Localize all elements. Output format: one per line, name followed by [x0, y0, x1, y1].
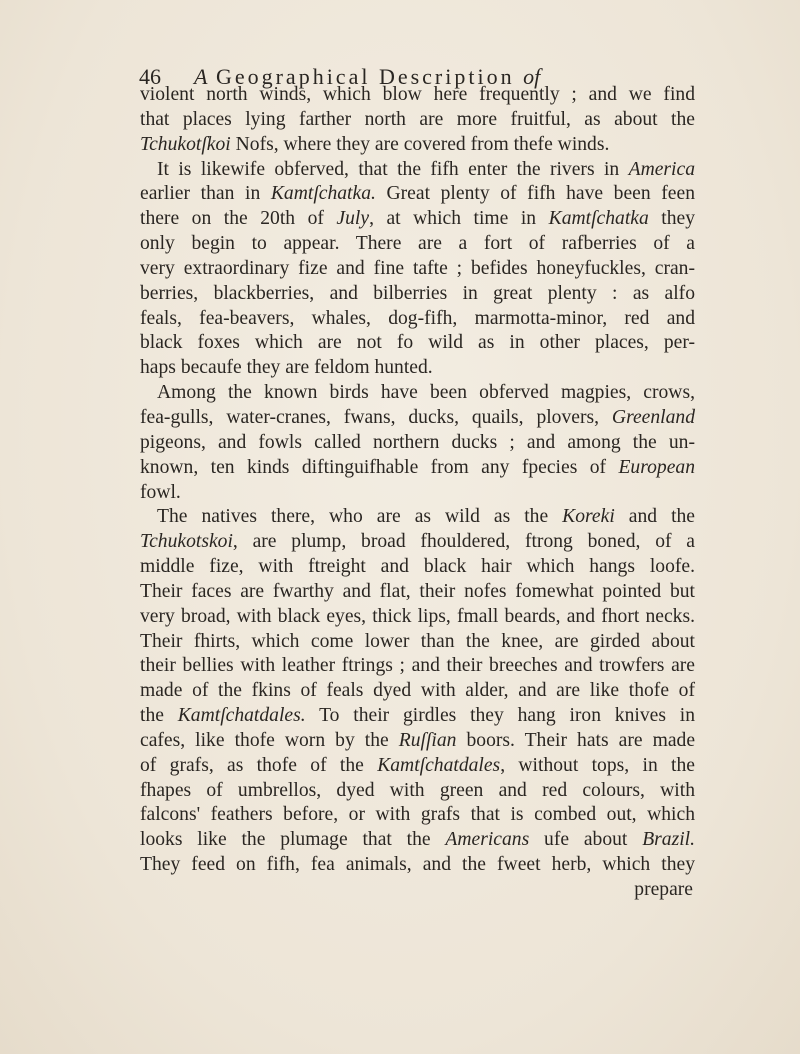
text-segment: that places lying farther north are more fruitful, as about the — [140, 108, 695, 130]
text-line — [140, 853, 695, 878]
text-segment: pigeons, and fowls called northern ducks ; and among the un- — [140, 431, 695, 453]
text-segment: Tchukotskoi — [140, 531, 233, 553]
text-line — [140, 307, 695, 332]
text-segment: Greenland — [611, 406, 695, 428]
text-line — [140, 331, 695, 356]
text-segment: fea-gulls, water-cranes, fwans, ducks, quails, plovers, — [140, 406, 612, 428]
text-segment: known, ten kinds diftinguifhable from any fpecies of — [140, 456, 619, 478]
text-line — [140, 555, 695, 580]
text-segment: very extraordinary fize and fine tafte ; befides honeyfuckles, cran- — [140, 257, 695, 279]
text-line — [140, 431, 695, 456]
text-line — [140, 530, 695, 555]
text-segment: their bellies with leather ftrings ; and their breeches and trowfers are — [140, 655, 695, 677]
text-segment: It is likewife obferved, that the fifh enter the rivers in — [157, 158, 629, 180]
text-segment: Their faces are fwarthy and flat, their nofes fomewhat pointed but — [140, 580, 695, 602]
title-article: A — [194, 64, 208, 89]
text-segment: Brazil. — [642, 829, 695, 851]
text-segment: falcons' feathers before, or with grafs that is combed out, which — [140, 804, 695, 826]
page-number: 46 — [139, 64, 161, 89]
text-segment: there on the 20th of — [140, 208, 337, 230]
text-line — [140, 803, 695, 828]
text-segment: European — [618, 456, 695, 478]
text-segment: only begin to appear. There are a fort of rafberries of a — [140, 233, 695, 255]
text-segment: Kamtſchatdales. — [177, 705, 306, 727]
text-line — [140, 83, 695, 108]
text-segment: fhapes of umbrellos, dyed with green and red colours, with — [140, 779, 695, 801]
text-segment: fowl. — [140, 481, 181, 503]
text-segment: ufe about — [529, 829, 643, 851]
text-segment: The natives there, who are as wild as the — [157, 506, 563, 528]
text-segment: berries, blackberries, and bilberries in great plenty : as alfo — [140, 282, 695, 304]
text-segment: black foxes which are not fo wild as in other places, per- — [140, 332, 695, 354]
text-segment: cafes, like thofe worn by the — [140, 729, 399, 751]
text-line — [140, 630, 695, 655]
text-line — [140, 729, 695, 754]
text-segment: Americans — [445, 829, 530, 851]
text-segment: feals, fea-beavers, whales, dog-fifh, marmotta-minor, red and — [140, 307, 695, 329]
text-line — [140, 406, 695, 431]
text-line — [140, 481, 695, 506]
title-of: of — [523, 64, 541, 89]
text-line — [140, 356, 695, 381]
text-segment: Nofs, where they are covered from thefe winds. — [230, 133, 610, 155]
text-line — [140, 182, 695, 207]
text-line — [140, 257, 695, 282]
text-segment: very broad, with black eyes, thick lips, fmall beards, and fhort necks. — [140, 605, 695, 627]
text-line — [140, 207, 695, 232]
text-segment: America — [628, 158, 695, 180]
text-segment: Kamtſchatdales — [377, 754, 501, 776]
text-segment: haps becaufe they are feldom hunted. — [140, 357, 433, 379]
text-segment: Kamtſchatka — [548, 208, 649, 230]
text-segment: , at which time in — [369, 208, 549, 230]
text-segment: Koreki — [562, 506, 615, 528]
text-line — [140, 580, 695, 605]
text-segment: Ruſſian — [398, 729, 457, 751]
text-segment: they — [648, 208, 696, 230]
text-segment: , without tops, in the — [500, 754, 695, 776]
title-main: Geographical Description — [215, 64, 515, 89]
text-line — [140, 505, 695, 530]
text-line — [140, 679, 695, 704]
text-segment: made of the fkins of feals dyed with alder, and are like thofe of — [140, 680, 695, 702]
text-segment: Their fhirts, which come lower than the knee, are girded about — [140, 630, 695, 652]
text-line — [140, 108, 695, 133]
body-text — [140, 83, 695, 903]
text-line — [140, 605, 695, 630]
text-segment: Tchukotſkoi — [140, 133, 231, 155]
text-segment: of grafs, as thofe of the — [140, 754, 378, 776]
text-segment: boors. Their hats are made — [456, 729, 696, 751]
text-segment: earlier than in — [140, 183, 271, 205]
text-segment: and the — [614, 506, 696, 528]
text-segment: They feed on fifh, fea animals, and the fweet herb, which they — [140, 854, 695, 876]
text-line — [140, 878, 695, 903]
text-segment: Kamtſchatka. — [270, 183, 376, 205]
text-line — [140, 779, 695, 804]
text-segment: July — [336, 208, 370, 230]
text-segment: violent north winds, which blow here frequently ; and we find — [140, 84, 695, 105]
text-segment: prepare — [634, 879, 693, 900]
text-line — [140, 654, 695, 679]
text-line — [140, 456, 695, 481]
text-segment: middle fize, with ftreight and black hair which hangs loofe. — [140, 556, 695, 578]
text-segment: Great plenty of fifh have been feen — [375, 183, 695, 205]
text-segment: Among the known birds have been obferved magpies, crows, — [157, 382, 695, 404]
text-segment: , are plump, broad fhouldered, ftrong boned, of a — [232, 531, 695, 553]
text-line — [140, 232, 695, 257]
text-segment: the — [140, 705, 178, 727]
text-line — [140, 704, 695, 729]
text-line — [140, 158, 695, 183]
text-segment: looks like the plumage that the — [140, 829, 446, 851]
text-line — [140, 282, 695, 307]
text-line — [140, 828, 695, 853]
text-line — [140, 754, 695, 779]
text-line — [140, 133, 695, 158]
text-line — [140, 381, 695, 406]
text-segment: To their girdles they hang iron knives in — [305, 705, 695, 727]
